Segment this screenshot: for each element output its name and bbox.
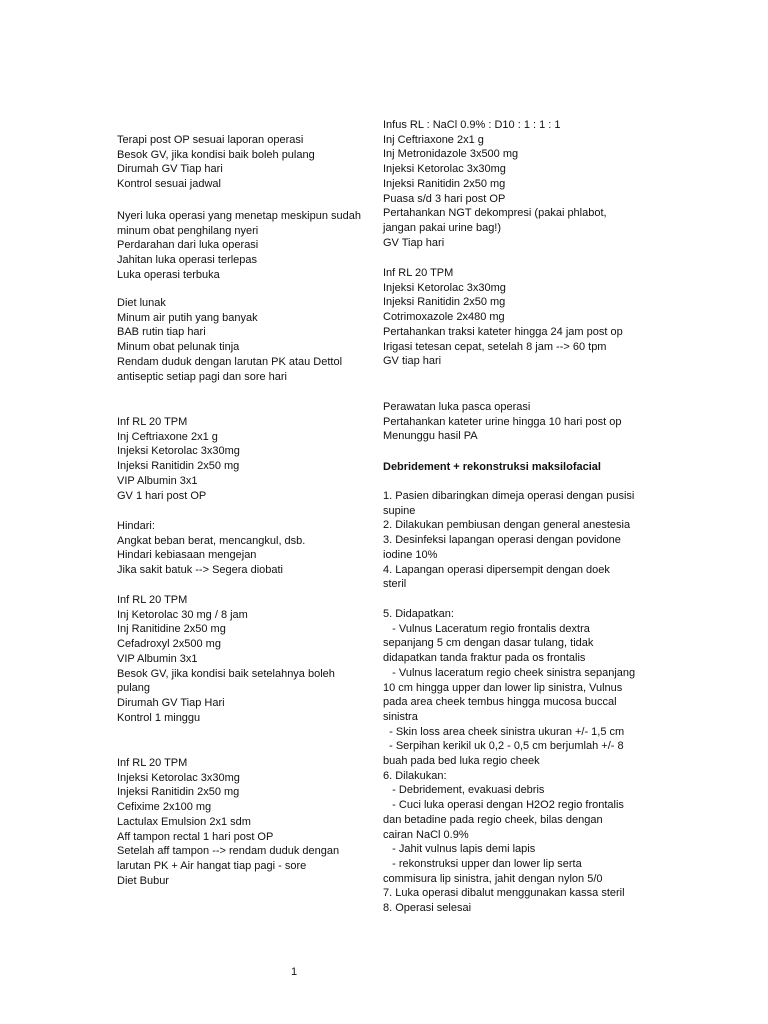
text-line: Diet Bubur (117, 874, 169, 887)
text-line: Cefixime 2x100 mg (117, 801, 212, 814)
text-line: Injeksi Ketorolac 3x30mg (117, 771, 240, 784)
text-line: 8. Operasi selesai (383, 902, 472, 915)
text-line: VIP Albumin 3x1 (117, 474, 198, 487)
text-line: Cotrimoxazole 2x480 mg (383, 311, 505, 324)
text-block (117, 756, 372, 888)
text-line: - Vulnus Laceratum regio frontalis dextra (383, 622, 590, 635)
text-line: 10 cm hingga upper dan lower lip sinistra, Vulnus (383, 681, 623, 694)
text-line: Infus RL : NaCl 0.9% : D10 : 1 : 1 : 1 (383, 119, 561, 131)
text-line: 6. Dilakukan: (383, 769, 447, 782)
text-line: commisura lip sinistra, jahit dengan nylon 5/0 (383, 872, 603, 885)
text-line: 2. Dilakukan pembiusan dengan general anestesia (383, 519, 631, 532)
text-line: - Cuci luka operasi dengan H2O2 regio frontalis (383, 799, 624, 812)
text-line: Injeksi Ranitidin 2x50 mg (383, 177, 506, 190)
text-line: Inf RL 20 TPM (383, 267, 454, 279)
text-line: - Vulnus laceratum regio cheek sinistra sepanjang (383, 666, 636, 679)
text-line: 4. Lapangan operasi dipersempit dengan doek (383, 563, 610, 576)
text-line: sepanjang 5 cm dengan dasar tulang, tidak (383, 637, 594, 650)
text-line: Irigasi tetesan cepat, setelah 8 jam --> 60 tpm (383, 340, 607, 353)
text-line: Minum air putih yang banyak (117, 311, 258, 324)
text-line: Cefadroxyl 2x500 mg (117, 638, 221, 651)
text-line: Perawatan luka pasca operasi (383, 401, 531, 413)
text-line: didapatkan tanda fraktur pada os frontalis (383, 652, 586, 665)
text-line: Dirumah GV Tiap hari (117, 163, 223, 176)
text-block (117, 519, 372, 578)
text-line: steril (383, 578, 407, 591)
text-line: buah pada bed luka regio cheek (383, 755, 540, 768)
text-line: Inf RL 20 TPM (117, 416, 188, 428)
text-line: dan betadine pada regio cheek, bilas dengan (383, 813, 603, 826)
text-line: minum obat penghilang nyeri (117, 224, 259, 237)
text-line: Rendam duduk dengan larutan PK atau Dettol (117, 355, 343, 368)
text-line: Hindari: (117, 520, 155, 532)
text-line: - Serpihan kerikil uk 0,2 - 0,5 cm berjumlah +/- 8 (383, 740, 624, 753)
text-line: Aff tampon rectal 1 hari post OP (117, 830, 274, 843)
text-block (383, 489, 651, 592)
text-line: Minum obat pelunak tinja (117, 341, 240, 354)
page-number: 1 (290, 966, 298, 978)
text-line: Besok GV, jika kondisi baik boleh pulang (117, 148, 315, 161)
text-line: Inj Ceftriaxone 2x1 g (383, 133, 484, 146)
text-line: Injeksi Ranitidin 2x50 mg (117, 460, 240, 473)
text-line: 3. Desinfeksi lapangan operasi dengan povidone (383, 534, 621, 547)
text-block (117, 593, 372, 725)
text-line: 1. Pasien dibaringkan dimeja operasi dengan pusisi (383, 490, 635, 502)
text-line: Injeksi Ranitidin 2x50 mg (383, 296, 506, 309)
text-block (383, 400, 651, 444)
text-line: Injeksi Ketorolac 3x30mg (117, 445, 240, 458)
text-line: Jahitan luka operasi terlepas (117, 254, 258, 267)
text-line: Pertahankan kateter urine hingga 10 hari post op (383, 415, 622, 428)
text-line: GV tiap hari (383, 355, 442, 368)
text-block (383, 118, 651, 250)
text-line: Luka operasi terbuka (117, 268, 220, 281)
text-line: Angkat beban berat, mencangkul, dsb. (117, 534, 306, 547)
text-line: Lactulax Emulsion 2x1 sdm (117, 815, 251, 828)
text-line: VIP Albumin 3x1 (117, 652, 198, 665)
text-line: supine (383, 504, 416, 517)
text-line: Setelah aff tampon --> rendam duduk dengan (117, 845, 340, 858)
text-line: Kontrol sesuai jadwal (117, 178, 221, 191)
text-line: cairan NaCl 0.9% (383, 828, 469, 841)
text-line: Perdarahan dari luka operasi (117, 239, 259, 252)
text-line: Inf RL 20 TPM (117, 757, 188, 769)
text-line: Injeksi Ranitidin 2x50 mg (117, 786, 240, 799)
text-line: 7. Luka operasi dibalut menggunakan kassa steril (383, 887, 625, 900)
text-line: - rekonstruksi upper dan lower lip serta (383, 857, 582, 870)
text-line: Inj Ranitidine 2x50 mg (117, 623, 226, 636)
text-line: - Debridement, evakuasi debris (383, 784, 545, 797)
text-line: larutan PK + Air hangat tiap pagi - sore (117, 859, 307, 872)
text-line: pulang (117, 682, 151, 695)
text-line: Injeksi Ketorolac 3x30mg (383, 163, 506, 176)
text-line: jangan pakai urine bag!) (383, 221, 502, 234)
text-line: Puasa s/d 3 hari post OP (383, 192, 506, 205)
text-line: Menunggu hasil PA (383, 430, 478, 443)
text-line: Nyeri luka operasi yang menetap meskipun sudah (117, 210, 361, 222)
text-line: Pertahankan NGT dekompresi (pakai phlabot, (383, 207, 607, 220)
text-line: Inf RL 20 TPM (117, 594, 188, 606)
text-line: Pertahankan traksi kateter hingga 24 jam post op (383, 325, 623, 338)
text-line: iodine 10% (383, 548, 438, 561)
text-line: Terapi post OP sesuai laporan operasi (117, 134, 304, 146)
text-line: Jika sakit batuk --> Segera diobati (117, 564, 284, 577)
text-line: antiseptic setiap pagi dan sore hari (117, 370, 287, 383)
text-line: Inj Ceftriaxone 2x1 g (117, 430, 218, 443)
text-block (383, 266, 651, 369)
text-block (117, 209, 372, 283)
text-block (117, 415, 372, 503)
text-line: Diet lunak (117, 297, 166, 309)
text-block (383, 460, 651, 475)
text-line: Dirumah GV Tiap Hari (117, 696, 225, 709)
text-line: Inj Metronidazole 3x500 mg (383, 148, 519, 161)
text-block (383, 607, 651, 916)
section-heading: Debridement + rekonstruksi maksilofacial (383, 461, 601, 473)
text-line: 5. Didapatkan: (383, 608, 454, 620)
text-line: GV 1 hari post OP (117, 489, 207, 502)
text-line: Inj Ketorolac 30 mg / 8 jam (117, 608, 248, 621)
text-line: sinistra (383, 710, 418, 723)
text-line: BAB rutin tiap hari (117, 326, 206, 339)
text-line: pada area cheek tembus hingga mucosa buccal (383, 696, 617, 709)
text-line: - Skin loss area cheek sinistra ukuran +/- 1,5 cm (383, 725, 625, 738)
text-line: GV Tiap hari (383, 236, 445, 249)
text-line: Besok GV, jika kondisi baik setelahnya boleh (117, 667, 335, 680)
text-line: Kontrol 1 minggu (117, 711, 201, 724)
text-line: - Jahit vulnus lapis demi lapis (383, 843, 536, 856)
text-line: Hindari kebiasaan mengejan (117, 549, 257, 562)
text-line: Injeksi Ketorolac 3x30mg (383, 281, 506, 294)
text-block (117, 133, 372, 192)
text-block (117, 296, 372, 384)
